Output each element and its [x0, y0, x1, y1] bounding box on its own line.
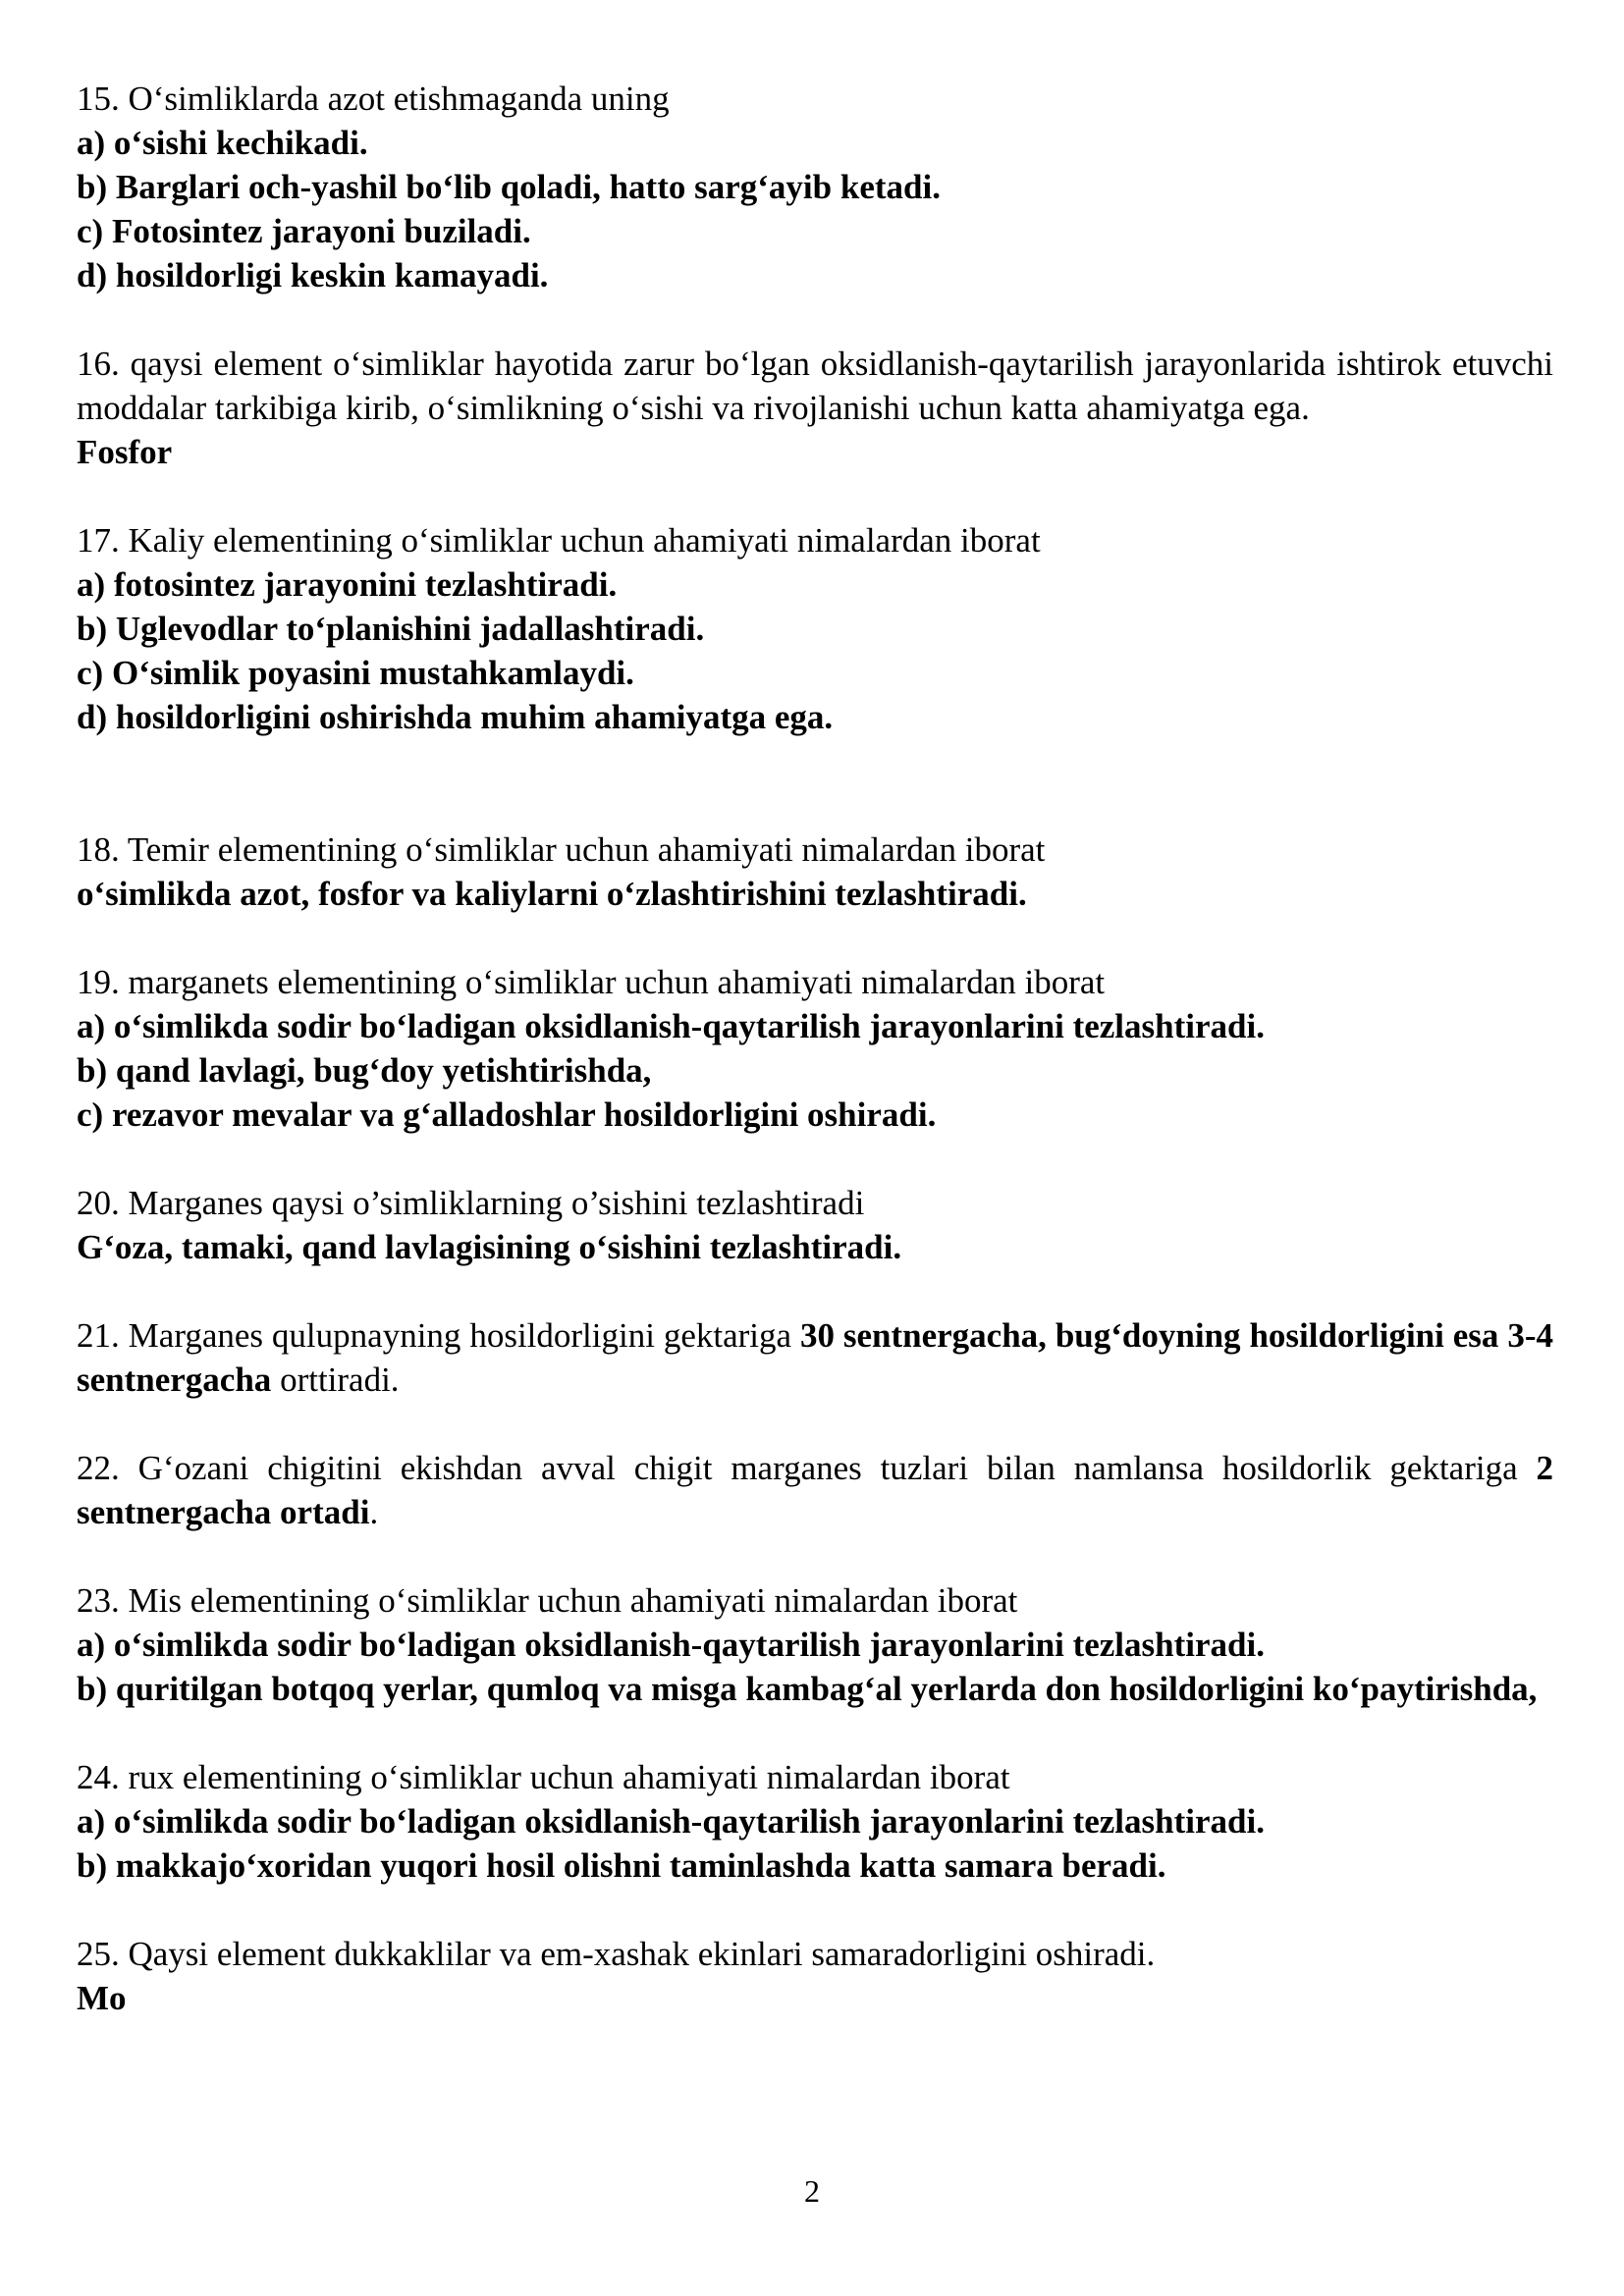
text-before: 22. G‘ozani chigitini ekishdan avval chigit marganes tuzlari bilan namlansa hosildorlik gektariga	[77, 1449, 1537, 1487]
answer-b: b) makkajo‘xoridan yuqori hosil olishni taminlashda katta samara beradi.	[77, 1846, 1166, 1885]
answer-d: d) hosildorligi keskin kamayadi.	[77, 256, 549, 294]
answer-a: a) o‘simlikda sodir bo‘ladigan oksidlanish-qaytarilish jarayonlarini tezlashtiradi.	[77, 1802, 1265, 1841]
question-text: 20. Marganes qaysi o’simliklarning o’sishini tezlashtiradi	[77, 1184, 865, 1222]
blank-line	[77, 783, 1553, 828]
bold-answer: 30 sentnergacha, bug‘doyning hosildorligini esa 3-4 sentnergacha	[77, 1316, 1553, 1399]
question-text: 17. Kaliy elementining o‘simliklar uchun ahamiyati nimalardan iborat	[77, 521, 1041, 560]
question-text	[77, 1446, 1553, 1534]
question-text: 24. rux elementining o‘simliklar uchun ahamiyati nimalardan iborat	[77, 1758, 1010, 1796]
answer-b: b) Barglari och-yashil bo‘lib qoladi, hatto sarg‘ayib ketadi.	[77, 168, 941, 206]
answer-c: c) rezavor mevalar va g‘alladoshlar hosildorligini oshiradi.	[77, 1095, 937, 1134]
question-18	[77, 828, 1553, 916]
question-19	[77, 960, 1553, 1137]
text-before: 21. Marganes qulupnayning hosildorligini gektariga	[77, 1316, 800, 1355]
bold-answer: 2 sentnergacha ortadi	[77, 1449, 1553, 1531]
question-23	[77, 1578, 1553, 1711]
question-text: 15. O‘simliklarda azot etishmaganda uning	[77, 80, 670, 118]
question-16	[77, 342, 1553, 474]
answer-b: b) qand lavlagi, bug‘doy yetishtirishda,	[77, 1051, 652, 1090]
question-15	[77, 77, 1553, 297]
text-after: orttiradi.	[271, 1361, 400, 1399]
answer-a: a) o‘simlikda sodir bo‘ladigan oksidlanish-qaytarilish jarayonlarini tezlashtiradi.	[77, 1626, 1265, 1664]
text-after: .	[369, 1493, 379, 1531]
answer: o‘simlikda azot, fosfor va kaliylarni o‘zlashtirishini tezlashtiradi.	[77, 875, 1027, 913]
answer-c: c) Fotosintez jarayoni buziladi.	[77, 212, 531, 250]
question-22	[77, 1446, 1553, 1534]
question-text: 19. marganets elementining o‘simliklar uchun ahamiyati nimalardan iborat	[77, 963, 1106, 1001]
question-text: 23. Mis elementining o‘simliklar uchun ahamiyati nimalardan iborat	[77, 1581, 1018, 1620]
answer: Mo	[77, 1979, 127, 2017]
answer-a: a) fotosintez jarayonini tezlashtiradi.	[77, 565, 618, 604]
answer-c: c) O‘simlik poyasini mustahkamlaydi.	[77, 654, 634, 692]
question-text	[77, 1313, 1553, 1402]
question-25	[77, 1932, 1553, 2020]
answer-d: d) hosildorligini oshirishda muhim ahamiyatga ega.	[77, 698, 834, 736]
question-text: 25. Qaysi element dukkaklilar va em-xashak ekinlari samaradorligini oshiradi.	[77, 1935, 1156, 1973]
question-17	[77, 518, 1553, 739]
question-20	[77, 1181, 1553, 1269]
answer: Fosfor	[77, 433, 173, 471]
page-number: 2	[804, 2173, 820, 2209]
answer-a: a) o‘simlikda sodir bo‘ladigan oksidlanish-qaytarilish jarayonlarini tezlashtiradi.	[77, 1007, 1265, 1045]
question-text: 16. qaysi element o‘simliklar hayotida zarur bo‘lgan oksidlanish-qaytarilish jarayonlarida ishtirok etuvchi moddalar tarkibiga kirib, o‘simlikning o‘sishi va rivojlanishi uchun katta ahamiyatga ega.	[77, 345, 1553, 427]
answer-a: a) o‘sishi kechikadi.	[77, 124, 368, 162]
answer-b: b) quritilgan botqoq yerlar, qumloq va misga kambag‘al yerlarda don hosildorligini ko‘paytirishda,	[77, 1670, 1538, 1708]
question-21	[77, 1313, 1553, 1402]
question-24	[77, 1755, 1553, 1888]
question-text: 18. Temir elementining o‘simliklar uchun ahamiyati nimalardan iborat	[77, 830, 1046, 869]
answer-b: b) Uglevodlar to‘planishini jadallashtiradi.	[77, 610, 705, 648]
answer: G‘oza, tamaki, qand lavlagisining o‘sishini tezlashtiradi.	[77, 1228, 902, 1266]
